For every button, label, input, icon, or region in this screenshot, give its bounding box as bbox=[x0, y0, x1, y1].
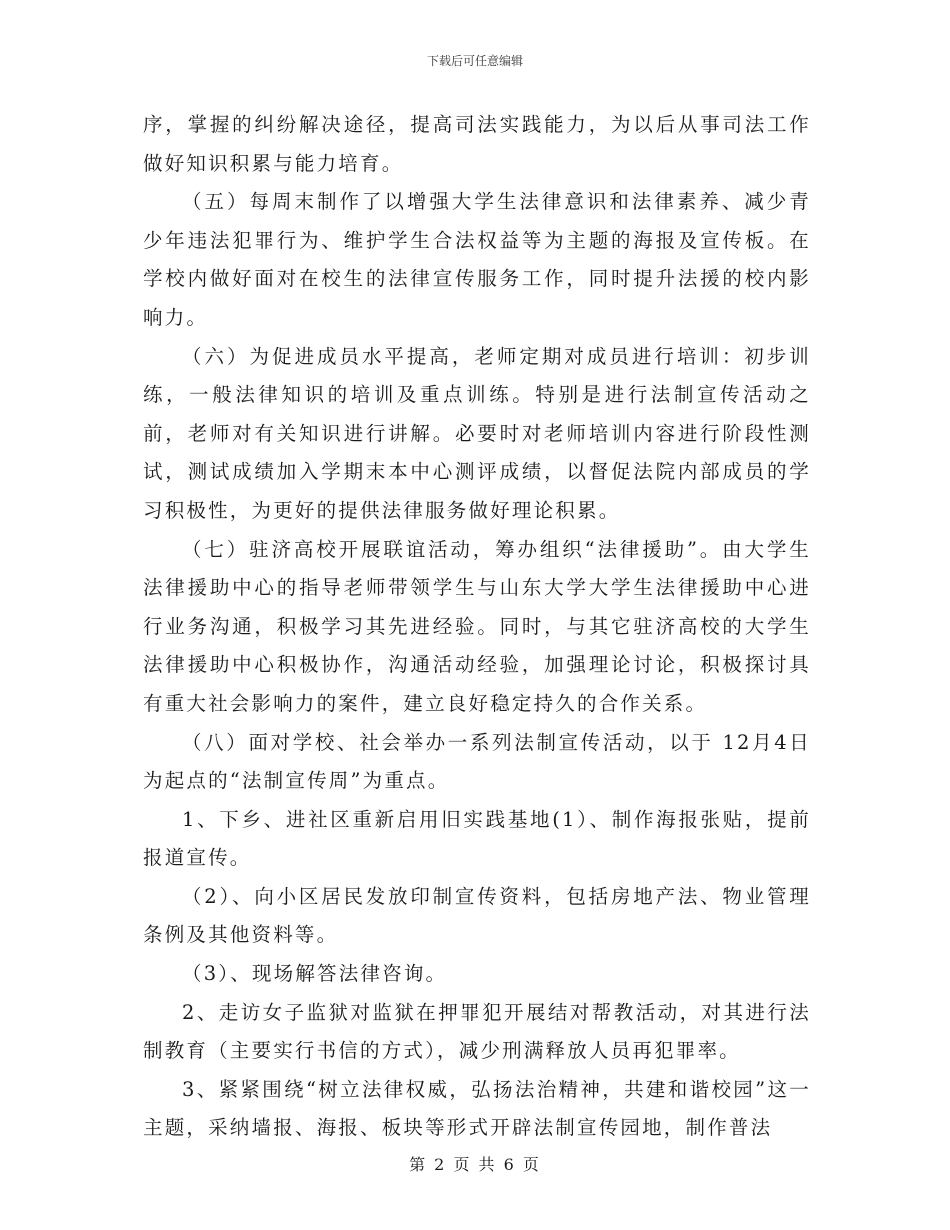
paragraph-3: （六）为促进成员水平提高，老师定期对成员进行培训：初步训练，一般法律知识的培训及重点训练。特别是进行法制宣传活动之前，老师对有关知识进行讲解。必要时对老师培训内容进行阶段性测试，测试成绩加入学期末本中心测评成绩，以督促法院内部成员的学习积极性，为更好的提供法律服务做好理论积累。 bbox=[143, 344, 811, 522]
paragraph-1: 序，掌握的纠纷解决途径，提高司法实践能力，为以后从事司法工作做好知识积累与能力培育。 bbox=[143, 113, 811, 175]
page-header-note: 下载后可任意编辑 bbox=[426, 54, 523, 68]
paragraph-5: （八）面对学校、社会举办一系列法制宣传活动，以于 12月4日为起点的“法制宣传周”为重点。 bbox=[143, 730, 811, 793]
paragraph-7: （2）、向小区居民发放印制宣传资料，包括房地产法、物业管理条例及其他资料等。 bbox=[143, 884, 811, 947]
paragraph-4: （七）驻济高校开展联谊活动，筹办组织“法律援助”。由大学生法律援助中心的指导老师带领学生与山东大学大学生法律援助中心进行业务沟通，积极学习其先进经验。同时，与其它驻济高校的大学生法律援助中心积极协作，沟通活动经验，加强理论讨论，积极探讨具有重大社会影响力的案件，建立良好稳定持久的合作关系。 bbox=[143, 537, 811, 715]
document-body bbox=[143, 106, 811, 1148]
paragraph-8: （3）、现场解答法律咨询。 bbox=[182, 962, 448, 986]
paragraph-9: 2、走访女子监狱对监狱在押罪犯开展结对帮教活动，对其进行法制教育（主要实行书信的方式），减少刑满释放人员再犯罪率。 bbox=[143, 1000, 811, 1063]
paragraph-10: 3、紧紧围绕“树立法律权威，弘扬法治精神，共建和谐校园”这一主题，采纳墙报、海报、板块等形式开辟法制宣传园地，制作普法 bbox=[143, 1077, 811, 1140]
paragraph-6: 1、下乡、进社区重新启用旧实践基地(1）、制作海报张贴，提前报道宣传。 bbox=[143, 807, 811, 870]
page-number: 第 2 页 共 6 页 bbox=[409, 1155, 541, 1174]
paragraph-2: （五）每周末制作了以增强大学生法律意识和法律素养、减少青少年违法犯罪行为、维护学生合法权益等为主题的海报及宣传板。在学校内做好面对在校生的法律宣传服务工作，同时提升法援的校内影响力。 bbox=[143, 190, 811, 329]
